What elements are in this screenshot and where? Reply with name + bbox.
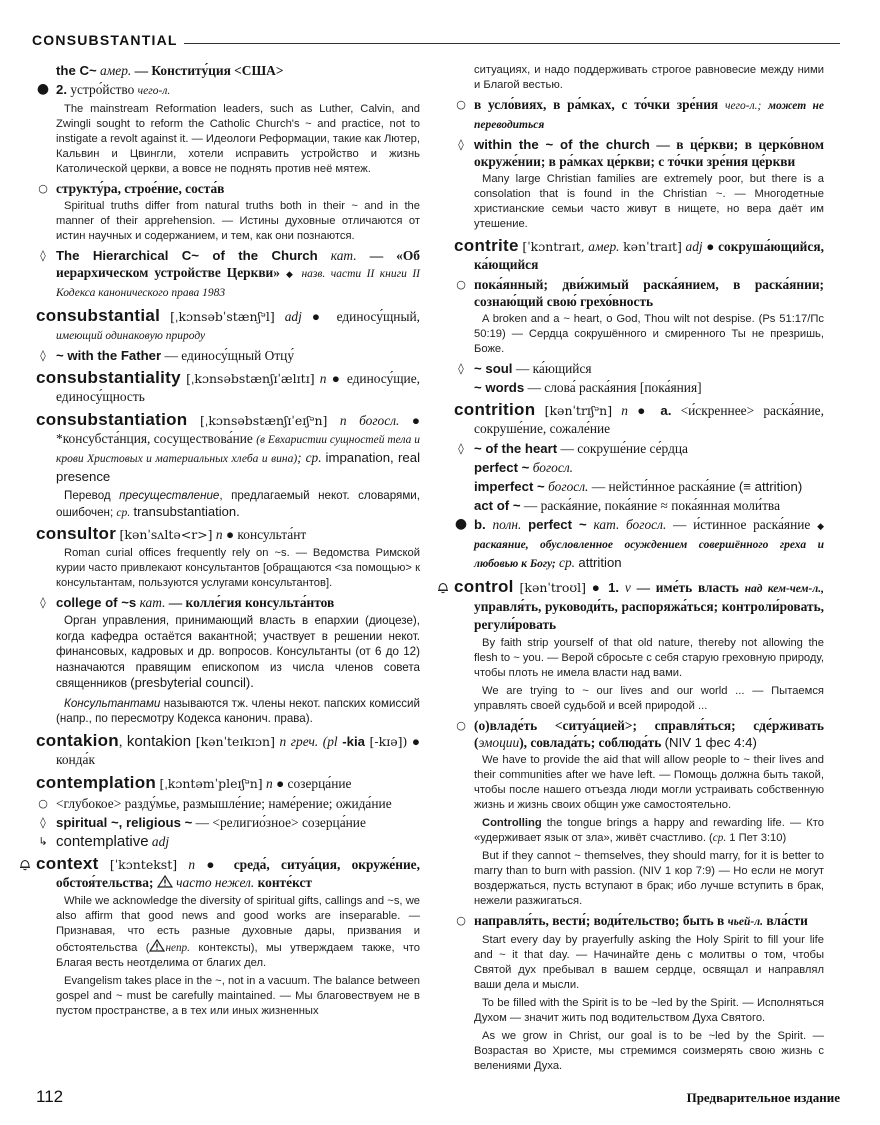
subsense-circle-icon: ○ xyxy=(456,278,466,291)
cross-reference[interactable]: impanation, real presence xyxy=(56,450,420,484)
note-separator-icon: ◆ xyxy=(817,521,824,531)
plural-pronunciation: [-kɪə]) xyxy=(369,733,408,749)
phrase: perfect ~ xyxy=(528,517,587,532)
translation: пока́янный; дви́жимый раска́янием, в раска́янии; сознаю́щий свою́ грехо́вность xyxy=(474,277,824,309)
warning-label: часто нежел. xyxy=(176,874,255,890)
translation: — «Об иерархическом устройстве Церкви» xyxy=(56,248,420,280)
entry-constitution-tail xyxy=(36,62,420,302)
usage-label: амер. xyxy=(100,63,132,78)
translation: — нейсти́нное раска́яние xyxy=(591,479,736,494)
subsense-circle-icon: ○ xyxy=(456,98,466,111)
phrase-diamond-icon: ◊ xyxy=(458,362,464,375)
translation: — в це́ркви; в церко́вном окруже́нии; в ра́мках це́ркви; с то́чки зре́ния це́ркви xyxy=(474,137,824,169)
entry-consubstantial xyxy=(36,307,420,364)
entry-contrition xyxy=(454,401,824,573)
example: The mainstream Reformation leaders, such as Luther, Calvin, and Zwingli sought to reform the Catholic Church's ~ and practice, not to instigate a revolt against it. — Идеологи Реформации, такие как Лютер, Кальвин и Цвингли, хотели исправить устройство и жизнь Католической церкви, а вовсе не поднять против неё мятеж. xyxy=(56,103,420,175)
headword: consubstantial xyxy=(36,306,161,325)
usage-label: богосл. xyxy=(359,413,400,428)
translation: конда́к xyxy=(56,751,95,767)
phrase: ~ words xyxy=(474,380,525,395)
translation: <глубокое> разду́мье, размышле́ние; наме́рение; ожида́ние xyxy=(56,795,392,811)
example-continued: ситуациях, и надо поддерживать строгое равновесие между ними и Благой вестью. xyxy=(474,64,824,91)
bible-reference: (NIV 1 фес 4:4) xyxy=(664,735,757,750)
translation: — ка́ющийся xyxy=(515,361,592,376)
entry-contemplation xyxy=(36,774,420,850)
example-text: the tongue brings a happy and rewarding life. — Кто «удерживает язык от зла», живёт счастливо. ( xyxy=(474,817,824,844)
usage-label: амер. xyxy=(588,239,620,254)
columns xyxy=(32,62,840,1077)
sense-bullet-icon: ● xyxy=(331,371,342,386)
phrase: ~ soul xyxy=(474,361,513,376)
page-number: 112 xyxy=(36,1087,64,1106)
part-of-speech: n xyxy=(319,371,327,386)
entry-control xyxy=(454,578,824,1074)
usage-note xyxy=(36,696,420,727)
left-column xyxy=(32,62,420,1077)
usage-label: греч. xyxy=(290,733,319,749)
entry-consultor xyxy=(36,525,420,727)
cross-reference: (≡ attrition) xyxy=(738,479,803,494)
derived-word: contemplative xyxy=(56,832,149,850)
plural-label: (pl xyxy=(322,733,338,749)
phrase: spiritual ~, religious ~ xyxy=(56,814,193,830)
phrase: college of ~s xyxy=(56,595,137,610)
translation: ), совлада́ть; соблюда́ть xyxy=(519,735,662,750)
part-of-speech: n xyxy=(215,527,223,542)
note-separator-icon: ◆ xyxy=(285,269,296,279)
gloss: имеющий одинаковую природу xyxy=(56,330,206,342)
phrase-diamond-icon: ◊ xyxy=(40,349,46,362)
subsense-circle-icon: ○ xyxy=(456,719,466,732)
translation: единосу́щный, xyxy=(336,309,420,324)
cf-label: ср. xyxy=(712,832,727,844)
warning-triangle-icon xyxy=(157,875,173,888)
pronunciation: [kənˈtrɪʃᵊn] xyxy=(544,403,613,418)
note-term: пресуществление xyxy=(119,489,220,502)
part-of-speech: n xyxy=(188,856,196,872)
pronunciation: [kənˈteɪkɪɔn] xyxy=(195,733,275,749)
headword: contrition xyxy=(454,400,536,419)
usage-note xyxy=(36,613,420,692)
example-text: контексты), мы утверждаем также, что Благая весть неотделима от благих дел. xyxy=(56,941,420,969)
phrase: the C~ xyxy=(56,63,97,78)
example: We have to provide the aid that will allow people to ~ their lives and their communities after we have left. — Помощь должна быть такой, чтобы после нашего отъезда люди могли устраивать собственную жизнь и жизнь своих общин уже самостоятельно. xyxy=(474,754,824,811)
pronunciation: [ˌkɔnsəbˈstænʃᵊl] xyxy=(170,309,275,324)
note-text: называются тж. члены некот. папских комиссий (напр., по пересмотру Кодекса канонич. права). xyxy=(56,696,420,725)
translation: сокруша́ющийся, ка́ющийся xyxy=(474,239,824,272)
translation: <и́скреннее> раска́яние, сокруше́ние, сожале́ние xyxy=(474,403,824,436)
sense-number: 1. xyxy=(608,580,620,595)
sense-bullet-icon: ● xyxy=(454,516,468,532)
part-of-speech: n xyxy=(266,775,273,791)
cf-label: ср. xyxy=(559,555,576,570)
warning-label: непр. xyxy=(165,941,190,954)
phrase: ~ with the Father xyxy=(56,348,162,363)
edition-note: Предварительное издание xyxy=(686,1090,840,1105)
headword-variant: kontakion xyxy=(126,732,192,750)
note-term: Консультантами xyxy=(64,696,161,710)
translation: — Конститу́ция <США> xyxy=(134,63,284,78)
usage-label: кат. богосл. xyxy=(593,517,667,532)
pronunciation-alt: kənˈtraɪt] xyxy=(623,239,682,254)
example: Many large Christian families are extremely poor, but there is a consolation that is found in the Christian ~. — Многодетные христианские семьи часто живут в нищете, но вера даёт им утешение. xyxy=(474,173,824,230)
example: To be filled with the Spirit is to be ~led by the Spirit. — Исполняться Духом — значит жить под водительством Духа Святого. xyxy=(474,997,824,1024)
cross-reference[interactable]: attrition xyxy=(578,555,622,570)
usage-label: эмоции xyxy=(478,735,520,750)
running-head-rule xyxy=(184,43,840,44)
part-of-speech: n xyxy=(339,413,347,428)
translation: среда́, ситуа́ция, окруже́ние, обстоя́тельства; xyxy=(56,856,420,890)
right-column xyxy=(454,62,824,1077)
translation: — име́ть власть xyxy=(636,580,739,595)
sense-bullet-icon: ● xyxy=(36,81,50,97)
pronunciation: [ˌkɔnsəbstænʃɪˈælɪtɪ] xyxy=(186,371,315,386)
subsense-circle-icon: ○ xyxy=(38,796,48,810)
plural-form: -kia xyxy=(342,733,365,749)
headword: consubstantiality xyxy=(36,368,181,387)
usage-label: богосл. xyxy=(532,460,574,475)
sense-bullet-icon: ● xyxy=(311,309,327,324)
pronunciation: [ˈkɔntraɪt, xyxy=(522,239,585,254)
note-text: Орган управления, принимающий власть в епархии (диоцезе), когда кафедра остаётся вакантной; участвует в решении некот. финансовых, кадровых и др. вопросов. Консультанты (от 6 до 12) назначаются правящим епископом из числа членов совета священников xyxy=(56,614,420,690)
usage-label: чего-л.; xyxy=(724,100,762,112)
phrase: act of ~ xyxy=(474,498,521,513)
translation: — слова́ раска́яния [пока́яния] xyxy=(527,380,702,395)
pronunciation: [kənˈtroʊl] xyxy=(519,580,586,595)
pronunciation: [ˌkɔnsəbstænʃɪˈeɪʃᵊn] xyxy=(200,413,328,428)
usage-note xyxy=(36,488,420,520)
phrase-diamond-icon: ◊ xyxy=(458,442,464,455)
subsense-circle-icon: ○ xyxy=(456,914,466,927)
sense-bullet-icon: ● xyxy=(225,527,235,542)
example: Start every day by prayerfully asking the Holy Spirit to fill your life and ~ it that day. — Начинайте день с молитвы о том, чтобы Святой дух пребывал в вашем сердце, освящал и направлял ваши дела и мысли. xyxy=(474,934,824,991)
headword: consultor xyxy=(36,524,117,543)
part-of-speech: n xyxy=(621,403,628,418)
pronunciation: [kənˈsʌltə<r>] xyxy=(119,527,213,542)
example: Spiritual truths differ from natural truths both in their ~ and in the manner of their apprehension. — Истины духовные отличаются от истин научных и содержанием, и тем, как они познаются. xyxy=(56,200,420,242)
sense-bullet-icon: ● xyxy=(276,775,285,791)
sense-bullet-icon: ● xyxy=(206,856,223,872)
headword: contrite xyxy=(454,236,519,255)
cf-label: ; ср. xyxy=(297,450,322,465)
phrase: The Hierarchical C~ of the Church xyxy=(56,248,318,263)
phrase: imperfect ~ xyxy=(474,479,545,494)
translation: — раска́яние, пока́яние ≈ пока́янная моли́тва xyxy=(523,498,781,513)
bell-icon xyxy=(436,580,450,594)
example-term: Controlling xyxy=(482,817,542,829)
translation: — <религио́зное> созерца́ние xyxy=(195,814,366,830)
part-of-speech: adj xyxy=(284,309,302,324)
cross-reference: (presbyterial council). xyxy=(130,675,254,690)
usage-label: кат. xyxy=(330,248,357,263)
usage-label: чего-л. xyxy=(137,85,171,97)
derived-arrow-icon: ↳ xyxy=(38,834,48,848)
example xyxy=(454,816,824,846)
example xyxy=(36,894,420,971)
translation: единосу́щие, единосу́щность xyxy=(56,371,420,404)
sense-bullet-icon: ● xyxy=(637,403,652,418)
usage-label: кат. xyxy=(139,595,166,610)
translation: — сокруше́ние се́рдца xyxy=(560,441,688,456)
usage-label: над кем-чем-л., xyxy=(744,583,824,595)
translation: вла́сти xyxy=(766,913,808,928)
phrase-diamond-icon: ◊ xyxy=(458,138,464,151)
headword: contemplation xyxy=(36,772,157,792)
translation: созерца́ние xyxy=(287,775,352,791)
example-text: While we acknowledge the diversity of spiritual gifts, callings and ~s, we also affirm that good news and good works are inseparable. — Признавая, что есть разные духовные дары, призвания и обстоятельства ( xyxy=(56,894,420,954)
translation: — единосу́щный Отцу́ xyxy=(164,348,295,363)
headword: control xyxy=(454,577,514,596)
sense-letter: b. xyxy=(474,517,486,532)
translation: — колле́гия консульта́нтов xyxy=(168,595,335,610)
pronunciation: [ˌkɔntəmˈpleɪʃᵊn] xyxy=(159,775,263,791)
translation: в усло́виях, в ра́мках, с то́чки зре́ния xyxy=(474,97,719,112)
bell-icon xyxy=(18,857,32,871)
translation: (о)владе́ть <ситуа́цией>; справля́ться; сде́рживать ( xyxy=(474,718,824,750)
translation: устро́йство xyxy=(70,82,135,97)
example: As we grow in Christ, our goal is to be ~led by the Spirit. — Возрастая во Христе, мы стремимся соизмерять свою жизнь с велениями Духа. xyxy=(474,1030,824,1072)
entry-consubstantiation xyxy=(36,411,420,520)
note: назв. части II книги II Кодекса канонического права 1983 xyxy=(56,268,420,299)
sense-letter: a. xyxy=(660,403,672,418)
part-of-speech: adj xyxy=(685,239,703,254)
bible-reference: 1 Пет 3:10) xyxy=(726,832,787,844)
part-of-speech: adj xyxy=(151,833,170,849)
usage-label: полн. xyxy=(492,517,522,532)
discouraged-translation: конте́кст xyxy=(257,874,312,890)
phrase: within the ~ of the church xyxy=(474,137,650,152)
entry-contakion: contakion, kontakion [kənˈteɪkɪɔn] n греч. (pl -kia [-kɪə]) ● конда́к xyxy=(36,730,420,767)
headword: consubstantiation xyxy=(36,410,188,429)
translation: — и́стинное раска́яние xyxy=(673,517,811,532)
usage-label: богосл. xyxy=(548,479,589,494)
entry-contrite xyxy=(454,237,824,396)
entry-context xyxy=(36,855,420,1019)
cf-label: ср. xyxy=(116,505,131,519)
headword: contakion xyxy=(36,730,119,750)
phrase: ~ of the heart xyxy=(474,441,558,456)
phrase-diamond-icon: ◊ xyxy=(40,815,46,829)
example: But if they cannot ~ themselves, they should marry, for it is better to marry than to burn with passion. (NIV 1 кор 7:9) — Но если не могут воздержаться, пусть вступают в брак; ибо лучше вступить в брак, нежели разжигаться. xyxy=(474,850,824,907)
translation: *консубста́нция, сосуществова́ние xyxy=(56,431,253,446)
note: раскаяние, обусловленное осуждением совершённого греха и любовью к Богу; xyxy=(474,539,824,570)
running-head-word: CONSUBSTANTIAL xyxy=(32,32,178,48)
headword: context xyxy=(36,853,99,873)
sense-bullet-icon: ● xyxy=(411,413,420,428)
note: может не переводиться xyxy=(474,100,824,131)
usage-label: чьей-л. xyxy=(727,916,764,928)
phrase-diamond-icon: ◊ xyxy=(40,249,46,262)
example: Roman curial offices frequently rely on ~s. — Ведомства Римской курии часто привлекают консультантов [обращаются <за помощью> к консультантам, пользуются услугами консультантов]. xyxy=(56,547,420,589)
example: A broken and a ~ heart, o God, Thou wilt not despise. (Ps 51:17/Пс 50:19) — Сердца сокрушённого и смиренного Ты не презришь, Боже. xyxy=(474,313,824,355)
phrase-diamond-icon: ◊ xyxy=(40,596,46,609)
pronunciation: [ˈkɔntekst] xyxy=(109,856,178,872)
translation: структу́ра, строе́ние, соста́в xyxy=(56,181,225,196)
translation: направля́ть, вести́; води́тельство; быть в xyxy=(474,913,725,928)
sense-bullet-icon: ● xyxy=(706,239,715,254)
example: By faith strip yourself of that old nature, thereby not allowing the flesh to ~ you. — Верой сбросьте с себя старую греховную природу, чтобы плоть не имела власти над вами. xyxy=(474,637,824,679)
part-of-speech: v xyxy=(624,580,631,595)
entry-consubstantiality xyxy=(36,369,420,406)
running-head xyxy=(32,26,840,48)
translation: управля́ть, руководи́ть, распоряжа́ться; контроли́ровать, регули́ровать xyxy=(474,599,824,632)
sense-bullet-icon: ● xyxy=(411,733,420,749)
warning-triangle-icon xyxy=(149,939,165,952)
sense-bullet-icon: ● xyxy=(591,580,603,595)
note-text: , предлагаемый некот. словарями, ошибочен; xyxy=(56,489,420,519)
gloss: (в Евхаристии сущностей тела и крови Христовых и материальных хлеба и вина) xyxy=(56,434,420,465)
part-of-speech: n xyxy=(279,733,287,749)
subsense-circle-icon: ○ xyxy=(38,182,48,195)
translation: консульта́нт xyxy=(237,527,307,542)
example: We are trying to ~ our lives and our world ... — Пытаемся управлять своей судьбой и всей природой ... xyxy=(474,685,824,712)
sense-number: 2. xyxy=(56,82,67,97)
page-footer xyxy=(32,1087,840,1107)
example: Evangelism takes place in the ~, not in a vacuum. The balance between gospel and ~ must be carefully maintained. — Мы благовествуем не в пустом пространстве, а в тех или иных жизненных xyxy=(56,974,420,1017)
cross-reference[interactable]: transubstantiation. xyxy=(133,503,240,519)
phrase: perfect ~ xyxy=(474,460,530,475)
note-text: Перевод xyxy=(64,489,111,502)
